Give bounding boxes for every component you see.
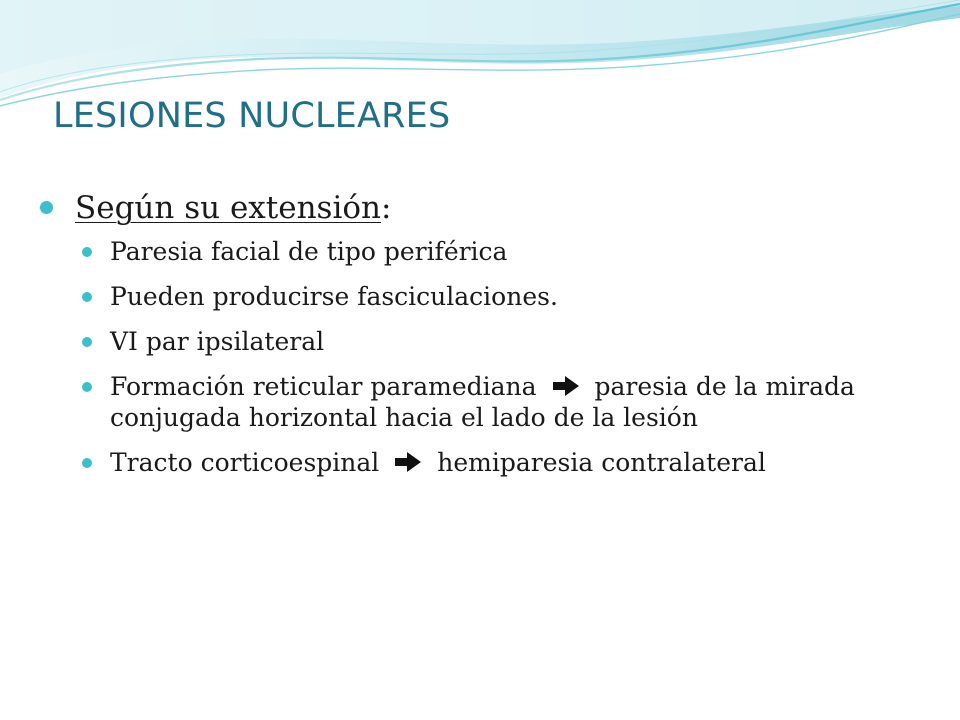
slide-title: LESIONES NUCLEARES <box>53 96 451 136</box>
list-item <box>40 371 930 433</box>
circle-bullet-icon <box>82 382 92 392</box>
list-item <box>40 236 930 267</box>
section-heading-suffix: : <box>381 190 392 226</box>
bold-right-arrow-icon <box>393 451 423 473</box>
bold-right-arrow-icon <box>551 375 581 397</box>
circle-bullet-icon <box>40 201 53 214</box>
list-item-text: VI par ipsilateral <box>110 327 325 356</box>
list-item-text-before: Tracto corticoespinal <box>110 448 380 477</box>
list-item <box>40 281 930 312</box>
circle-bullet-icon <box>82 458 92 468</box>
list-item-text-after: hemiparesia contralateral <box>437 448 766 477</box>
section-heading: Según su extensión <box>75 190 381 226</box>
list-item-text-after: paresia de la mirada conjugada horizontal hacia el lado de la lesión <box>110 372 855 432</box>
list-item-text-before: Formación reticular paramediana <box>110 372 537 401</box>
circle-bullet-icon <box>82 292 92 302</box>
list-item <box>40 326 930 357</box>
list-item-text: Pueden producirse fasciculaciones. <box>110 282 558 311</box>
section-heading-item <box>40 188 930 228</box>
circle-bullet-icon <box>82 337 92 347</box>
list-item <box>40 447 930 478</box>
slide-body <box>40 188 930 492</box>
circle-bullet-icon <box>82 247 92 257</box>
list-item-text: Paresia facial de tipo periférica <box>110 237 508 266</box>
